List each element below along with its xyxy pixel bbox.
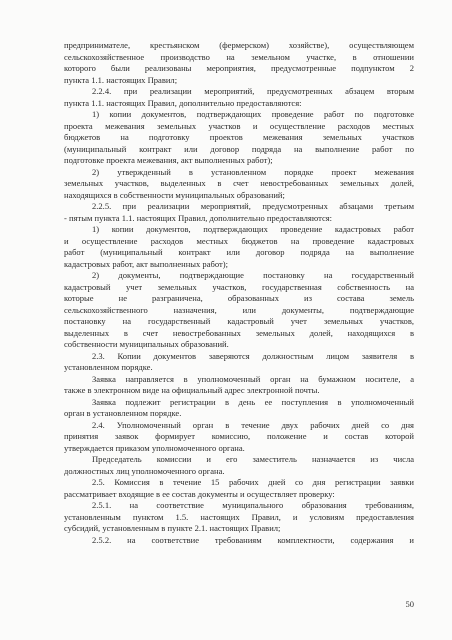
text-line: кадастровых работ, акт выполненных работ);: [64, 258, 228, 269]
text-line: которого были реализованы мероприятия, предусмотренные подпунктом 2: [64, 63, 414, 73]
text-line: установленным пунктом 1.5. настоящих Правил, и условиям предоставления: [64, 511, 414, 522]
document-body: [64, 40, 414, 546]
text-line: утверждается приказом уполномоченного органа.: [64, 442, 245, 453]
text-line: орган в установленном порядке.: [64, 408, 182, 418]
text-line: находящихся в собственности муниципальных образований;: [64, 189, 285, 200]
page-number: 50: [405, 599, 414, 609]
text-line: и осуществление расходов местных бюджетов на проведение кадастровых: [64, 235, 414, 246]
text-line: подготовке проекта межевания, акт выполненных работ);: [64, 155, 273, 165]
text-line: Заявка подлежит регистрации в день ее поступления в уполномоченный: [92, 396, 414, 407]
text-line: сельскохозяйственного назначения, или документы, подтверждающие: [64, 304, 414, 315]
text-line: 1) копии документов, подтверждающих проведение кадастровых работ: [92, 224, 414, 234]
text-line: собственности муниципальных образований.: [64, 339, 229, 349]
text-line: установленном порядке.: [64, 362, 153, 372]
text-line: пункта 1.1. настоящих Правил, дополнительно предоставляются:: [64, 97, 302, 108]
text-line: работ (муниципальный контракт или договор подряда на выполнение: [64, 247, 414, 257]
text-line: проекта межевания земельных участков и осуществление расходов местных: [64, 120, 414, 131]
text-line: 2.2.5. при реализации мероприятий, предусмотренных абзацами третьим: [92, 201, 414, 211]
text-line: 2) утвержденный в установленном порядке проект межевания: [92, 166, 414, 177]
text-line: земельных участков, выделенных в счет невостребованных земельных долей,: [64, 178, 414, 188]
text-line: 2.5.2. на соответствие требованиям комплектности, содержания и: [92, 534, 414, 545]
text-line: Заявка направляется в уполномоченный орган на бумажном носителе, а: [92, 373, 414, 384]
text-line: пункта 1.1. настоящих Правил;: [64, 74, 178, 85]
text-line: принятия заявок формирует комиссию, положение и состав которой: [64, 431, 414, 441]
text-line: предпринимателе, крестьянском (фермерском) хозяйстве), осуществляющем: [64, 40, 414, 50]
text-line: должностных лиц уполномоченного органа.: [64, 465, 225, 476]
text-line: постановку на государственный кадастровый учет земельных участков,: [64, 316, 414, 326]
text-line: выделенных в счет невостребованных земельных долей, находящихся в: [64, 327, 414, 338]
text-line: рассматривает входящие в ее состав документы и осуществляет проверку:: [64, 488, 335, 499]
text-line: Председатель комиссии и его заместитель назначается из числа: [92, 454, 414, 464]
text-line: также в электронном виде на официальный адрес электронной почты.: [64, 385, 320, 395]
text-line: субсидий, установленным в пункте 2.1. настоящих Правил;: [64, 523, 281, 533]
text-line: бюджетов на подготовку проектов межевания земельных участков: [64, 132, 414, 142]
text-line: (муниципальный контракт или договор подряда на выполнение работ по: [64, 143, 414, 154]
text-line: кадастровый учет земельных участков, государственная собственность на: [64, 281, 414, 292]
text-line: 2.2.4. при реализации мероприятий, предусмотренных абзацем вторым: [92, 86, 414, 96]
text-line: 2.3. Копии документов заверяются должностным лицом заявителя в: [92, 350, 414, 361]
text-line: 1) копии документов, подтверждающих проведение работ по подготовке: [92, 109, 414, 119]
text-line: 2.5.1. на соответствие муниципального образования требованиям,: [92, 500, 414, 510]
text-line: - пятым пункта 1.1. настоящих Правил, дополнительно предоставляются:: [64, 212, 333, 223]
text-line: 2) документы, подтверждающие постановку на государственный: [92, 270, 414, 280]
text-line: которые не разграничена, образованных из состава земель: [64, 293, 414, 303]
text-line: сельскохозяйственное производство на земельном участке, в отношении: [64, 51, 414, 62]
text-line: 2.5. Комиссия в течение 15 рабочих дней со дня регистрации заявки: [92, 477, 414, 487]
text-line: 2.4. Уполномоченный орган в течение двух рабочих дней со дня: [92, 419, 414, 430]
